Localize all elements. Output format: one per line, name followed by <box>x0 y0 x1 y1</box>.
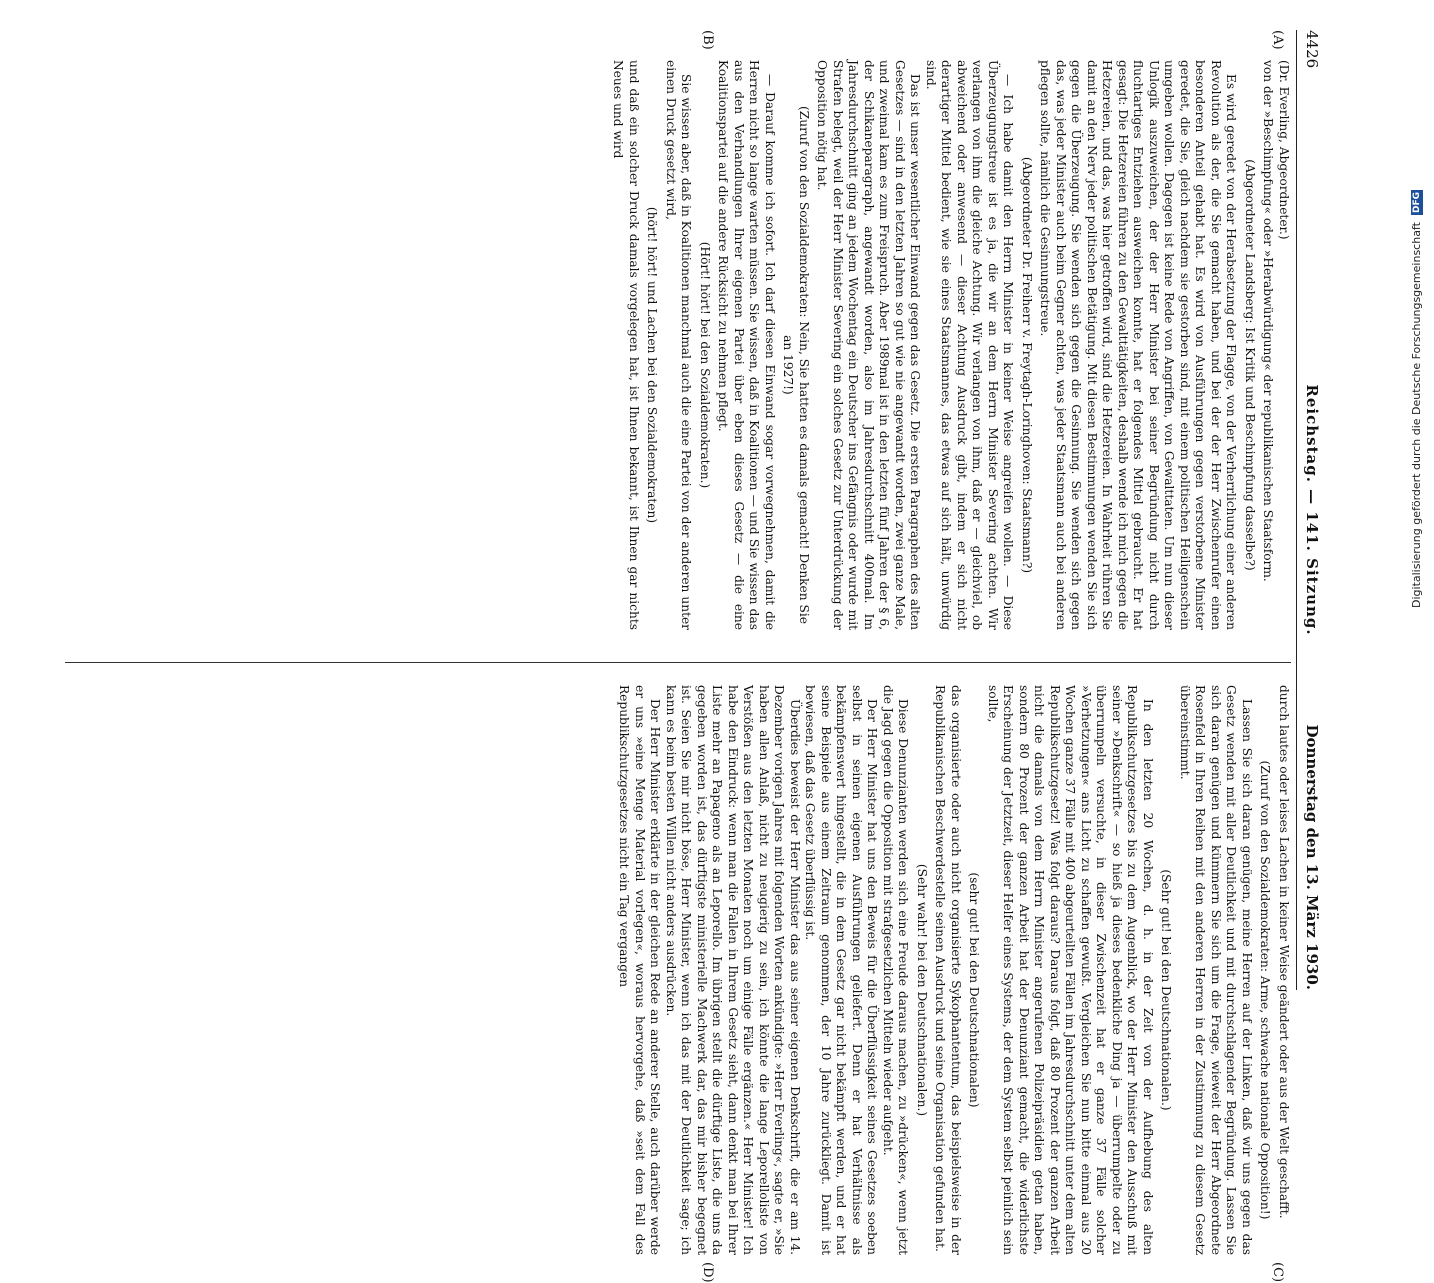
right-column <box>65 685 1291 1255</box>
interjection: (hört! hört! und Lachen bei den Sozialdemokraten) <box>645 206 660 524</box>
paragraph: (Dr. Everling, Abgeordneter.) <box>1277 60 1291 240</box>
dfg-logo: DFG <box>1412 191 1422 213</box>
interjection: (Sehr gut! bei den Deutschnationalen.) <box>1159 869 1174 1111</box>
left-column <box>65 60 1291 630</box>
attribution-text: Digitalisierung gefördert durch die Deutsche Forschungsgemeinschaft <box>1410 222 1423 608</box>
paragraph: Das ist unser wesentlicher Einwand gegen das Gesetz. Die ersten Paragraphen des alten Gesetzes — sind in den letzten Jahren so gut wie nie angewandt worden, zwei ganze Male, und zweimal kam es zum Freispruch. Aber 1989mal ist in den letzten fünf Jahren der § 6, der Schikaneparagraph, angewandt worden, also im Jahresdurchschnitt 400mal. Im Jahresdurchschnitt ging an jedem Wochentag ein Deutscher ins Gefängnis oder wurde mit Strafen belegt, weil der Herr Minister Severing ein solches Gesetz zur Unterdrückung der Opposition nötig hat. <box>815 60 923 630</box>
paragraph: Es wird geredet von der Herabsetzung der Flagge, von der Verherrlichung einer anderen Revolution als der, die Sie gemacht haben, und bei der der Herr Zwischenrufer einen besonderen Anteil gehabt hat. Es wird von Ausführungen gegen verstorbene Minister geredet, die Sie, gleich nachdem sie gestorben sind, mit einem politischen Heiligenschein umgeben wollen. Dagegen ist keine Rede von Angriffen, von Gewalttaten. Um nun dieser Unlogik auszuweichen, der der Herr Minister bei seiner Begründung nicht durch fluchtartiges Entziehen ausweichen konnte, hat er folgendes Mittel gebraucht. Er hat gesagt: Die Hetzereien führen zu den Gewalttätigkeiten, deshalb wende ich mich gegen die Hetzereien, und das, was hier getroffen wird, sind die Hetzereien. In Wahrheit rühren Sie damit an den Nerv jeder politischen Betätigung. Mit diesen Bestimmungen wenden Sie sich gegen die Überzeugung. Sie wenden sich gegen die Gesinnung. Sie wenden sich gegen das, was jeder Minister auch beim Gegner achten, was jeder Staatsmann auch bei anderen pflegen sollte, nämlich die Gesinnungstreue. <box>1038 60 1239 630</box>
dfg-attribution <box>1410 8 1430 608</box>
paragraph: von der »Beschimpfung« oder »Herabwürdigung« der republikanischen Staatsform. <box>1261 60 1276 582</box>
paragraph: das organisierte oder auch nicht organisierte Sykophantentum, das beispielsweise in der Republikanischen Beschwerdestelle seinen Ausdruck und seine Organisation gefunden hat. <box>933 685 963 1255</box>
paragraph: In den letzten 20 Wochen, d. h. in der Zeit von der Aufhebung des alten Republikschutzgesetzes bis zu dem Augenblick, wo der Herr Minister den Ausschuß mit seiner »Denkschrift« — so hieß ja dieses bedenkliche Ding ja — überrumpelte oder zu überrumpeln versuchte, in dieser Zwischenzeit hat er ganze 37 Fälle solcher »Verhetzungen« ans Licht zu schaffen gewußt. Vergleichen Sie nun bitte einmal aus 20 Wochen ganze 37 Fälle mit 400 abgeurteilten Fällen im Jahresdurchschnitt unter dem alten Republikschutzgesetz! Was folgt daraus? Daraus folgt, daß 80 Prozent der ganzen Arbeit nicht die damals von dem Herrn Minister angerufenen Polizeipräsidien getan haben, sondern 80 Prozent der ganzen Arbeit hat der Denunziant gemacht, die widerlichste Erscheinung der Jetztzeit, dieser Helfer eines Systems, der dem System selbst peinlich sein sollte, <box>986 685 1155 1255</box>
interjection: (Abgeordneter Landsberg: Ist Kritik und Beschimpfung dasselbe?) <box>1243 159 1257 571</box>
header-title: Reichstag. — 141. Sitzung. <box>1303 384 1321 636</box>
page-header <box>1297 30 1325 990</box>
paragraph: Überdies beweist der Herr Minister das aus seiner eigenen Denkschrift, die er am 14. Dezember vorigen Jahres mit folgenden Worten ankündigte: »Herr Everling«, sagte er, »Sie haben allen Anlaß, nicht zu neugierig zu sein, ich könnte die lange Leporelloliste von Verstößen aus den letzten Monaten noch um einige Fälle ergänzen.« Herr Minister! Ich habe den Eindruck: wenn man die Fallen in Ihrem Gesetz sieht, dann denkt man bei Ihrer Liste mehr an Papageno als an Leporello. Im übrigen stellt die dürftige Liste, die uns da gegeben worden ist, das dürftigste ministerielle Machwerk dar, das mir bisher begegnet ist. Seien Sie mir nicht böse, Herr Minister, wenn ich das mit der Deutlichkeit sage; ich kann es beim besten Willen nicht anders ausdrücken. <box>664 685 802 1255</box>
page-number: 4426 <box>1303 30 1321 69</box>
paragraph: Der Herr Minister hat uns den Beweis für die Überflüssigkeit seines Gesetzes soeben selbst in seinen eigenen Ausführungen geliefert. Denn er hat Verhältnisse als bekämpfenswert hingestellt, die in dem Gesetz gar nicht bekämpft werden, und er hat seine Beispiele aus einem Zeitraum genommen, der 10 Jahre zurückliegt. Damit ist bewiesen, daß das Gesetz überflüssig ist. <box>803 685 880 1255</box>
header-date: Donnerstag den 13. März 1930. <box>1303 724 1321 990</box>
paragraph: und daß ein solcher Druck damals vorgelegen hat, ist Ihnen bekannt, ist Ihnen gar nichts Neues und wird <box>611 60 641 630</box>
margin-marker-a: (A) <box>1270 30 1285 50</box>
interjection: (Abgeordneter Dr. Freiherr v. Freytagh-Loringhoven: Staatsmann?) <box>1020 156 1034 574</box>
paragraph: Sie wissen aber, daß in Koalitionen manchmal auch die eine Partei von der anderen unter einen Druck gesetzt wird, <box>664 60 694 630</box>
margin-marker-b: (B) <box>700 30 715 50</box>
interjection: (Sehr wahr! bei den Deutschnationalen.) <box>915 863 929 1117</box>
interjection: (Zuruf von den Sozialdemokraten: Nein, Sie hatten es damals gemacht! Denken Sie an 1927!) <box>781 106 811 624</box>
paragraph: Diese Denunzianten werden sich eine Freude daraus machen, zu »drücken«, wenn jetzt die Jagd gegen die Opposition mit strafgesetzlichen Mitteln wieder aufgeht. <box>881 685 911 1255</box>
interjection: (Hört! hört! bei den Sozialdemokraten.) <box>698 241 712 489</box>
paragraph: — Ich habe damit den Herrn Minister in keiner Weise angreifen wollen. — Diese Überzeugungstreue ist es ja, die wir an dem Herrn Minister Severing achten. Wir verlangen von ihm die gleiche Achtung. Wir verlangen von ihm, daß er — gleichviel, ob abweichend oder anwesend — dieser Achtung Ausdruck gibt, indem er sich nicht derartiger Mittel bedient, wie sie eines Staatsmannes, das etwas auf sich hält, unwürdig sind. <box>924 60 1016 630</box>
interjection: (sehr gut! bei den Deutschnationalen) <box>967 872 982 1108</box>
paragraph: — Darauf komme ich sofort. Ich darf diesen Einwand sogar vorwegnehmen, damit die Herren nicht so lange warten müssen. Sie wissen, daß in Koalitionen — und Sie wissen das aus den Verhandlungen Ihrer eigenen Partei über eben dieses Gesetz — die eine Koalitionspartei auf die andere Rücksicht zu nehmen pflegt. <box>716 60 777 630</box>
rotated-page <box>65 30 1325 1283</box>
margin-marker-d: (D) <box>700 1262 715 1283</box>
paragraph: Lassen Sie sich daran genügen, meine Herren auf der Linken, daß wir uns gegen das Gesetz wenden mit aller Deutlichkeit und mit durchschlagender Begründung. Lassen Sie sich daran genügen und kümmern Sie sich um die Frage, wieweit der Herr Abgeordnete Rosenfeld in Ihren Reihen mit den anderen Herren in der Zustimmung zu diesem Gesetz übereinstimmt. <box>1178 685 1254 1255</box>
interjection: (Zuruf von den Sozialdemokraten: Arme, schwache nationale Opposition!) <box>1258 760 1273 1220</box>
header-rule <box>1296 30 1297 990</box>
margin-marker-c: (C) <box>1270 1262 1285 1283</box>
paragraph: durch lautes oder leises Lachen in keiner Weise geändert oder aus der Welt geschafft. <box>1277 685 1291 1219</box>
paragraph: Der Herr Minister erklärte in der gleichen Rede an anderer Stelle, auch darüber werde er uns »eine Menge Material vorlegen«, woraus hervorgehe, daß »seit dem Fall des Republikschutzgesetzes nicht ein Tag vergangen <box>617 685 663 1255</box>
column-divider <box>65 662 1291 663</box>
